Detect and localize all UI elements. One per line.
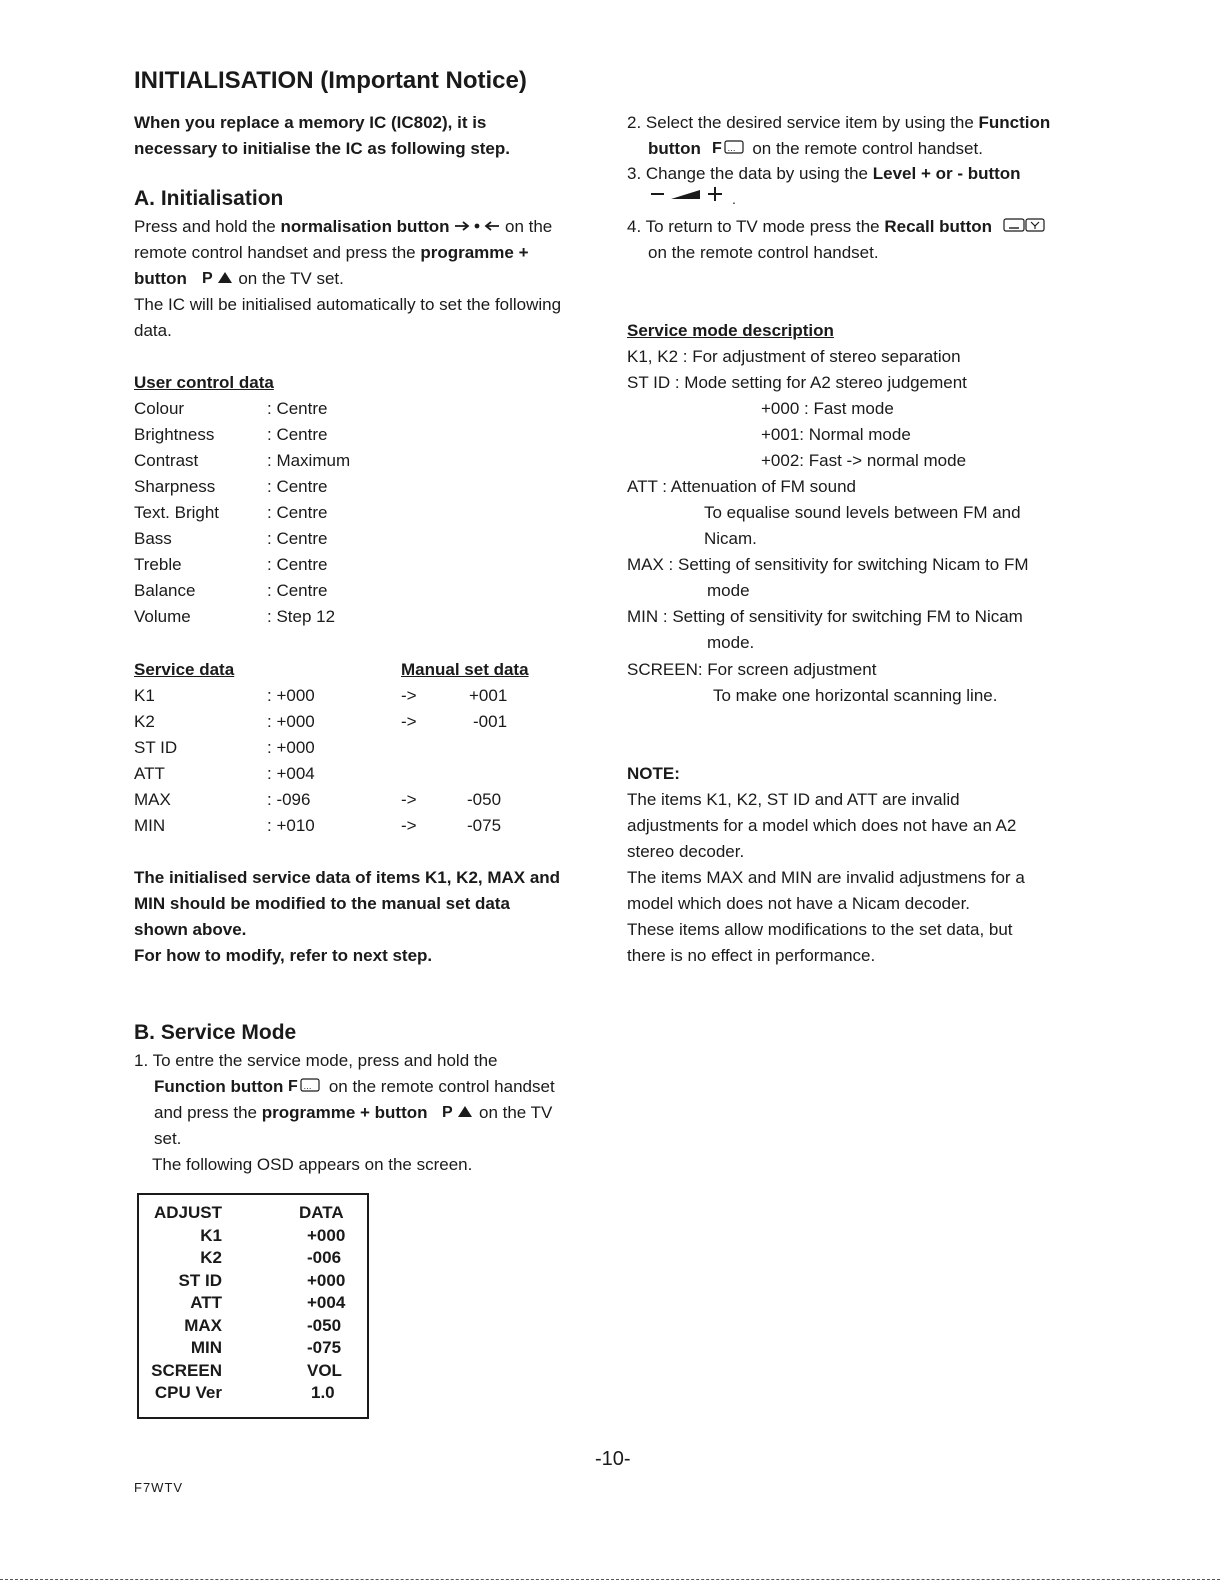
uc-value: : Centre xyxy=(267,477,328,496)
text: 3. Change the data by using the xyxy=(627,164,873,183)
manual-set-data-heading: Manual set data xyxy=(401,660,529,679)
function-f-icon xyxy=(712,137,748,163)
svg-text:…: … xyxy=(727,143,736,153)
button-label: button xyxy=(648,139,701,158)
uc-value: : Centre xyxy=(267,399,328,418)
recall-button-label: Recall button xyxy=(884,217,993,236)
osd-header xyxy=(139,1203,367,1225)
desc-line: K1, K2 : For adjustment of stereo separation xyxy=(627,347,961,366)
osd-value: VOL xyxy=(307,1361,342,1380)
service-mode-description-heading: Service mode description xyxy=(627,321,834,340)
section-b-step1-line-3 xyxy=(154,1100,552,1127)
function-f-icon xyxy=(288,1075,324,1101)
osd-value: -050 xyxy=(307,1316,342,1335)
section-b-step1-line-1: 1. To entre the service mode, press and hold the xyxy=(134,1051,498,1070)
uc-label: Treble xyxy=(134,555,182,574)
function-label: Function xyxy=(978,113,1051,132)
osd-value: +000 xyxy=(307,1271,346,1290)
desc-line: ST ID : Mode setting for A2 stereo judgement xyxy=(627,373,967,392)
sd-manual: -075 xyxy=(467,816,502,835)
uc-label: Volume xyxy=(134,607,191,626)
note-line: The items MAX and MIN are invalid adjustmens for a xyxy=(627,868,1025,887)
desc-line: MIN : Setting of sensitivity for switching FM to Nicam xyxy=(627,607,1023,626)
user-control-heading: User control data xyxy=(134,373,274,392)
note-line: there is no effect in performance. xyxy=(627,946,876,965)
modify-note-line-3: shown above. xyxy=(134,920,247,939)
sd-value: : -096 xyxy=(267,790,311,809)
sd-label: K1 xyxy=(134,686,155,705)
function-button-label: Function button xyxy=(154,1077,284,1096)
sd-value: : +000 xyxy=(267,738,315,757)
sd-arrow: -> xyxy=(401,686,417,705)
desc-line: Nicam. xyxy=(704,529,757,548)
intro-line-1: When you replace a memory IC (IC802), it is xyxy=(134,113,487,132)
sd-value: : +010 xyxy=(267,816,315,835)
sd-manual: -001 xyxy=(473,712,508,731)
uc-value: : Centre xyxy=(267,529,328,548)
intro-line-2: necessary to initialise the IC as following step. xyxy=(134,139,510,158)
uc-value: : Step 12 xyxy=(267,607,336,626)
sd-value: : +004 xyxy=(267,764,315,783)
note-line: The items K1, K2, ST ID and ATT are invalid xyxy=(627,790,960,809)
text: on the TV set. xyxy=(233,269,344,288)
note-line: model which does not have a Nicam decoder. xyxy=(627,894,971,913)
osd-key: SCREEN xyxy=(151,1361,222,1380)
sd-arrow: -> xyxy=(401,790,417,809)
svg-text:F: F xyxy=(711,139,722,155)
text: and press the xyxy=(154,1103,262,1122)
osd-row xyxy=(139,1293,367,1315)
osd-key: K2 xyxy=(200,1248,222,1267)
desc-line: SCREEN: For screen adjustment xyxy=(627,660,877,679)
page-title: INITIALISATION (Important Notice) xyxy=(134,67,527,94)
svg-text:P: P xyxy=(201,269,213,285)
text: remote control handset and press the xyxy=(134,243,421,262)
text: on the remote control handset. xyxy=(752,139,983,158)
section-b-heading: B. Service Mode xyxy=(134,1021,297,1044)
programme-up-icon xyxy=(442,1101,474,1127)
uc-label: Sharpness xyxy=(134,477,216,496)
section-a-line-2 xyxy=(134,240,529,266)
osd-panel xyxy=(137,1193,369,1419)
uc-value: : Centre xyxy=(267,581,328,600)
desc-line: ATT : Attenuation of FM sound xyxy=(627,477,856,496)
page-number: -10- xyxy=(595,1448,631,1470)
uc-value: : Centre xyxy=(267,503,328,522)
section-a-line-1 xyxy=(134,214,552,241)
programme-plus-label: programme + xyxy=(420,243,529,262)
uc-value: : Centre xyxy=(267,555,328,574)
uc-label: Bass xyxy=(134,529,172,548)
modify-note-line-1: The initialised service data of items K1, K2, MAX and xyxy=(134,868,561,887)
desc-line: To make one horizontal scanning line. xyxy=(713,686,998,705)
programme-up-icon xyxy=(202,267,234,293)
step-4-line-1 xyxy=(627,214,1047,241)
sd-label: MAX xyxy=(134,790,171,809)
note-line: These items allow modifications to the set data, but xyxy=(627,920,1013,939)
text: on the remote control handset xyxy=(328,1077,555,1096)
uc-label: Colour xyxy=(134,399,185,418)
section-a-line-3 xyxy=(134,266,344,293)
osd-value: +004 xyxy=(307,1293,346,1312)
osd-row xyxy=(139,1338,367,1360)
desc-line: mode xyxy=(707,581,750,600)
footer-code: F7WTV xyxy=(134,1480,184,1495)
uc-label: Brightness xyxy=(134,425,215,444)
osd-value: +000 xyxy=(307,1226,346,1245)
osd-key: ATT xyxy=(190,1293,222,1312)
page-bottom-rule xyxy=(0,1579,1220,1580)
section-a-heading: A. Initialisation xyxy=(134,187,284,210)
sd-manual: -050 xyxy=(467,790,502,809)
sd-label: ATT xyxy=(134,764,165,783)
osd-row xyxy=(139,1361,367,1383)
uc-label: Balance xyxy=(134,581,196,600)
text: Press and hold the xyxy=(134,217,281,236)
osd-key: ST ID xyxy=(178,1271,222,1290)
sd-label: MIN xyxy=(134,816,166,835)
sd-arrow: -> xyxy=(401,712,417,731)
section-b-step1-line-4: set. xyxy=(154,1129,182,1148)
svg-text:P: P xyxy=(442,1103,453,1119)
modify-note-line-4: For how to modify, refer to next step. xyxy=(134,946,433,965)
sd-value: : +000 xyxy=(267,712,315,731)
sd-arrow: -> xyxy=(401,816,417,835)
sd-value: : +000 xyxy=(267,686,315,705)
text: . xyxy=(732,191,736,205)
step-2-line-2 xyxy=(648,136,983,163)
level-minus-plus-icon xyxy=(648,183,738,210)
sd-label: ST ID xyxy=(134,738,178,757)
section-a-line-5: data. xyxy=(134,321,172,340)
modify-note-line-2: MIN should be modified to the manual set data xyxy=(134,894,510,913)
sd-label: K2 xyxy=(134,712,155,731)
normalisation-arrows-icon xyxy=(454,215,500,241)
osd-value: 1.0 xyxy=(311,1383,335,1402)
uc-value: : Maximum xyxy=(267,451,351,470)
section-b-step1-line-5: The following OSD appears on the screen. xyxy=(152,1155,473,1174)
osd-key: CPU Ver xyxy=(154,1383,222,1402)
step-4-line-2: on the remote control handset. xyxy=(648,243,879,262)
note-line: stereo decoder. xyxy=(627,842,745,861)
uc-value: : Centre xyxy=(267,425,328,444)
desc-line: +002: Fast -> normal mode xyxy=(761,451,967,470)
text: 2. Select the desired service item by using the xyxy=(627,113,979,132)
uc-label: Text. Bright xyxy=(134,503,220,522)
osd-row xyxy=(139,1248,367,1270)
desc-line: mode. xyxy=(707,633,755,652)
svg-text:…: … xyxy=(303,1081,312,1091)
osd-row xyxy=(139,1271,367,1293)
osd-key: MIN xyxy=(190,1338,222,1357)
button-label: button xyxy=(134,269,187,288)
svg-text:F: F xyxy=(288,1077,298,1093)
osd-row xyxy=(139,1226,367,1248)
section-b-step1-line-2 xyxy=(154,1074,555,1101)
osd-row xyxy=(139,1383,367,1405)
osd-value: -075 xyxy=(307,1338,342,1357)
osd-key: K1 xyxy=(200,1226,222,1245)
osd-header-data: DATA xyxy=(299,1203,344,1222)
osd-row xyxy=(139,1316,367,1338)
step-2-line-1 xyxy=(627,110,1050,136)
sd-manual: +001 xyxy=(469,686,508,705)
level-button-label: Level + or - button xyxy=(872,164,1021,183)
osd-header-adjust: ADJUST xyxy=(153,1203,222,1222)
text: 4. To return to TV mode press the xyxy=(627,217,885,236)
recall-icon xyxy=(1003,215,1047,241)
desc-line: To equalise sound levels between FM and xyxy=(704,503,1021,522)
service-data-heading: Service data xyxy=(134,660,235,679)
desc-line: +000 : Fast mode xyxy=(761,399,894,418)
normalisation-button-label: normalisation button xyxy=(280,217,450,236)
osd-value: -006 xyxy=(307,1248,342,1267)
note-line: adjustments for a model which does not have an A2 xyxy=(627,816,1017,835)
text: on the TV xyxy=(478,1103,553,1122)
text: on the xyxy=(500,217,553,236)
osd-key: MAX xyxy=(184,1316,222,1335)
desc-line: +001: Normal mode xyxy=(761,425,911,444)
programme-plus-button-label: programme + button xyxy=(261,1103,428,1122)
uc-label: Contrast xyxy=(134,451,199,470)
section-a-line-4: The IC will be initialised automatically to set the following xyxy=(134,295,562,314)
note-heading: NOTE: xyxy=(627,764,680,783)
desc-line: MAX : Setting of sensitivity for switching Nicam to FM xyxy=(627,555,1029,574)
